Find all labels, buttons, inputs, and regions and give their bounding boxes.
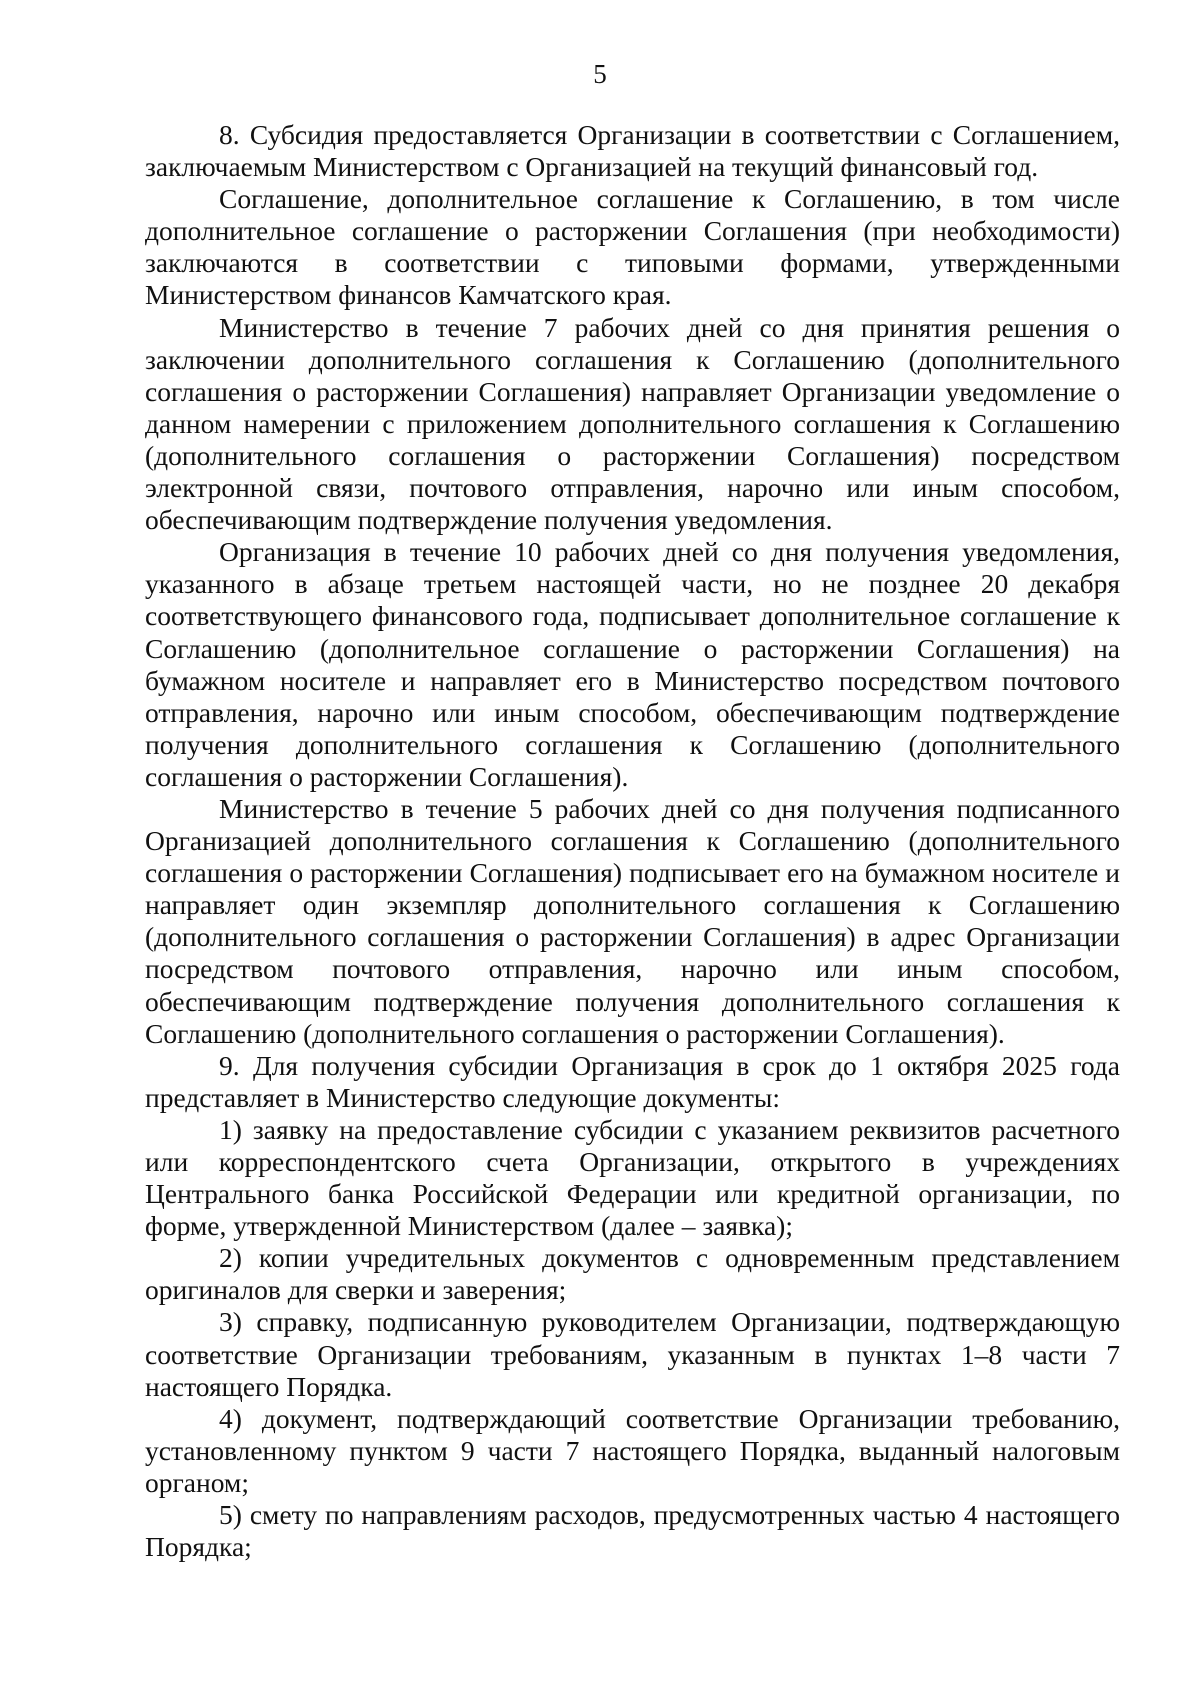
list-item-1-application: 1) заявку на предоставление субсидии с указанием реквизитов расчетного или корреспондентского счета Организации, открытого в учреждениях Центрального банка Российской Федерации или кредитной организации, по форме, утвержденной Министерством (далее – заявка); — [145, 1113, 1120, 1242]
list-item-4-tax-document: 4) документ, подтверждающий соответствие Организации требованию, установленному пунктом 9 части 7 настоящего Порядка, выданный налоговым органом; — [145, 1402, 1120, 1498]
paragraph-8-subsidy-agreement: 8. Субсидия предоставляется Организации в соответствии с Соглашением, заключаемым Министерством с Организацией на текущий финансовый год. — [145, 119, 1120, 183]
paragraph-organization-signing: Организация в течение 10 рабочих дней со дня получения уведомления, указанного в абзаце третьем настоящей части, но не позднее 20 декабря соответствующего финансового года, подписывает дополнительное соглашение к Соглашению (дополнительное соглашение о расторжении Соглашения) на бумажном носителе и направляет его в Министерство посредством почтового отправления, нарочно или иным способом, обеспечивающим подтверждение получения дополнительного соглашения к Соглашению (дополнительного соглашения о расторжении Соглашения). — [145, 536, 1120, 792]
list-item-5-cost-estimate: 5) смету по направлениям расходов, предусмотренных частью 4 настоящего Порядка; — [145, 1499, 1120, 1563]
paragraph-agreement-forms: Соглашение, дополнительное соглашение к Соглашению, в том числе дополнительное соглашение о расторжении Соглашения (при необходимости) заключаются в соответствии с типовыми формами, утвержденными Министерством финансов Камчатского края. — [145, 183, 1120, 311]
paragraph-ministry-notice: Министерство в течение 7 рабочих дней со дня принятия решения о заключении дополнительного соглашения к Соглашению (дополнительного соглашения о расторжении Соглашения) направляет Организации уведомление о данном намерении с приложением дополнительного соглашения к Соглашению (дополнительного соглашения о расторжении Соглашения) посредством электронной связи, почтового отправления, нарочно или иным способом, обеспечивающим подтверждение получения уведомления. — [145, 311, 1120, 536]
list-item-2-founding-documents: 2) копии учредительных документов с одновременным представлением оригиналов для сверки и заверения; — [145, 1242, 1120, 1306]
paragraph-9-documents-intro: 9. Для получения субсидии Организация в срок до 1 октября 2025 года представляет в Министерство следующие документы: — [145, 1049, 1120, 1113]
list-item-3-certificate: 3) справку, подписанную руководителем Организации, подтверждающую соответствие Организации требованиям, указанным в пунктах 1–8 части 7 настоящего Порядка. — [145, 1306, 1120, 1402]
paragraph-ministry-signing: Министерство в течение 5 рабочих дней со дня получения подписанного Организацией дополнительного соглашения к Соглашению (дополнительного соглашения о расторжении Соглашения) подписывает его на бумажном носителе и направляет один экземпляр дополнительного соглашения к Соглашению (дополнительного соглашения о расторжении Соглашения) в адрес Организации посредством почтового отправления, нарочно или иным способом, обеспечивающим подтверждение получения дополнительного соглашения к Соглашению (дополнительного соглашения о расторжении Соглашения). — [145, 792, 1120, 1049]
document-body — [145, 119, 1120, 1563]
page-number: 5 — [593, 59, 607, 89]
